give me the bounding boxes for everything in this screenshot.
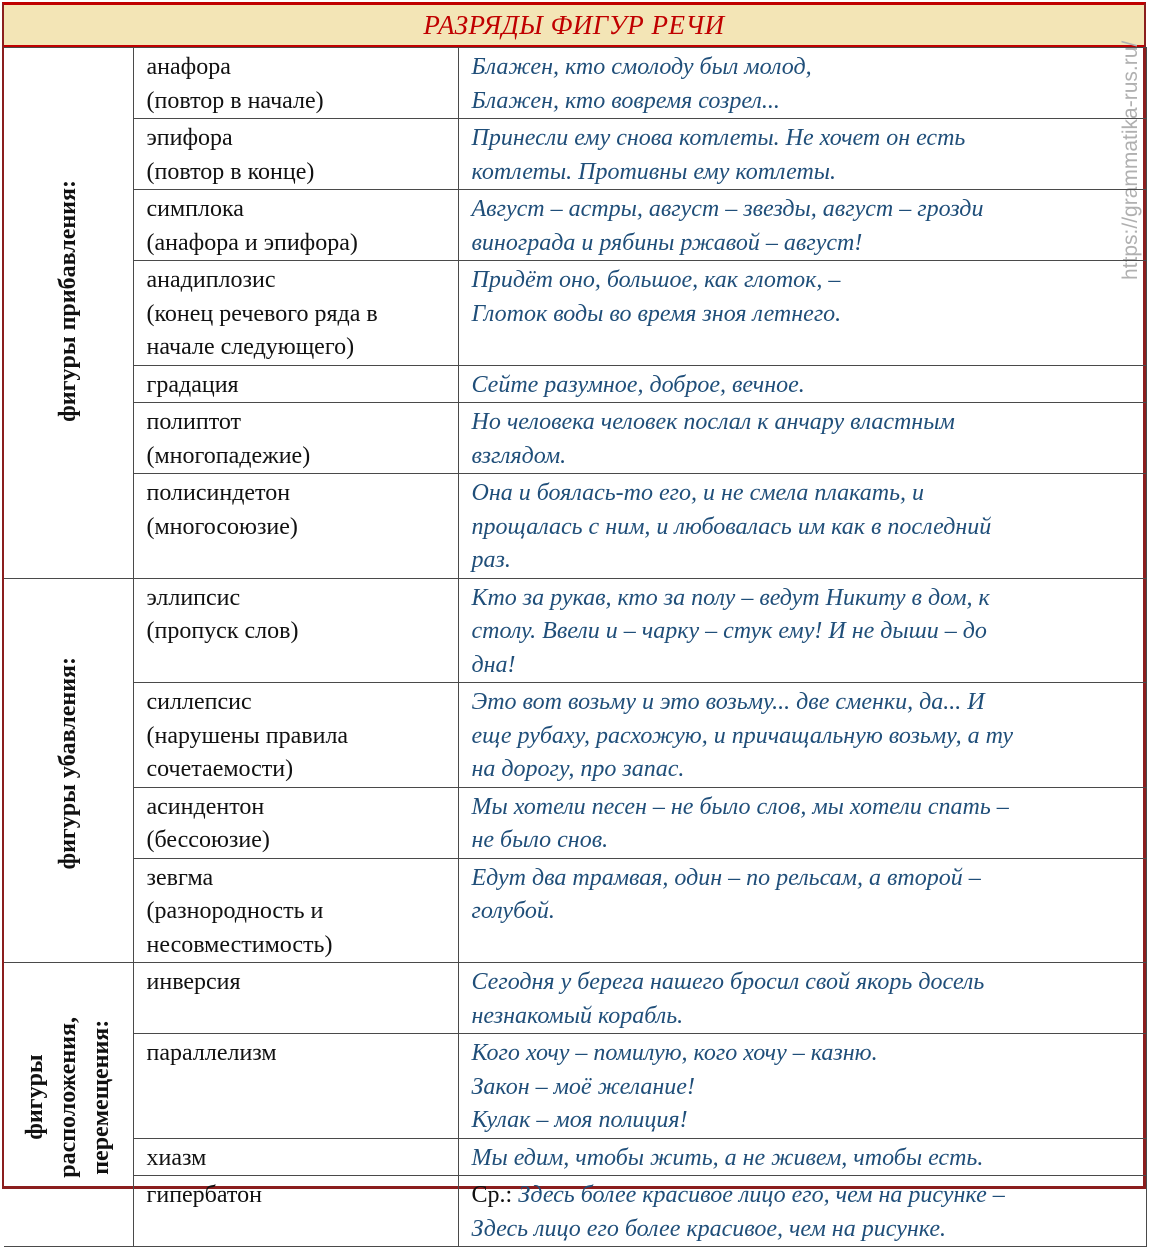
example-cell xyxy=(458,1034,1146,1139)
text-line: (нарушены правила xyxy=(146,722,349,749)
example-text: Придёт оно, большое, как глоток, – xyxy=(471,267,841,293)
example-line xyxy=(472,649,1140,683)
example-text: дна! xyxy=(471,651,516,678)
text-line: (повтор в начале) xyxy=(146,87,324,114)
text-line: эллипсис xyxy=(146,584,241,611)
example-text: Мы едим, чтобы жить, а не живем, чтобы есть. xyxy=(471,1144,984,1171)
example-cell xyxy=(458,683,1146,788)
text-line: эпифора xyxy=(146,125,233,151)
example-line xyxy=(472,791,1140,825)
example-line xyxy=(472,1000,1140,1034)
example-cell xyxy=(458,261,1146,366)
example-cell xyxy=(458,48,1146,119)
group-label-cell xyxy=(4,48,133,579)
example-cell xyxy=(458,403,1146,474)
example-line xyxy=(472,895,1140,929)
term-cell xyxy=(133,1034,458,1139)
table-row xyxy=(4,858,1146,963)
term-cell xyxy=(133,963,458,1034)
example-line xyxy=(472,156,1140,190)
text-line: анафора xyxy=(146,54,231,80)
text-line: (конец речевого ряда в xyxy=(146,300,378,327)
example-cell xyxy=(458,190,1146,261)
example-text: Здесь более красивое лицо его, чем на рисунке – xyxy=(518,1182,1005,1208)
example-line xyxy=(472,966,1140,1000)
example-line xyxy=(472,824,1140,858)
term-cell xyxy=(133,858,458,963)
term-cell xyxy=(133,787,458,858)
example-text: взглядом. xyxy=(471,442,567,469)
table-row xyxy=(4,1176,1146,1247)
example-line xyxy=(472,511,1140,545)
example-line xyxy=(472,51,1140,85)
table-row xyxy=(4,1034,1146,1139)
example-line xyxy=(472,1071,1140,1105)
example-text: Здесь лицо его более красивое, чем на рисунке. xyxy=(471,1215,947,1242)
example-cell xyxy=(458,365,1146,403)
example-prefix: Ср.: xyxy=(471,1182,513,1208)
example-text: Блажен, кто смолоду был молод, xyxy=(471,54,812,80)
example-text: еще рубаху, расхожую, и причащальную возьму, а ту xyxy=(471,722,1013,749)
table-row xyxy=(4,365,1146,403)
text-line: (повтор в конце) xyxy=(146,158,315,185)
example-text: не было снов. xyxy=(471,827,609,853)
example-text: Мы хотели песен – не было слов, мы хотели спать – xyxy=(471,793,1009,820)
example-line xyxy=(472,720,1140,754)
text-line: (разнородность и xyxy=(146,898,324,924)
example-line xyxy=(472,1104,1140,1138)
text-line: начале следующего) xyxy=(146,334,355,360)
example-line xyxy=(472,544,1140,578)
example-text: Глоток воды во время зноя летнего. xyxy=(471,300,842,327)
example-text: Сегодня у берега нашего бросил свой якорь досель xyxy=(471,969,985,995)
example-text: голубой. xyxy=(471,898,555,924)
watermark-url: https://grammatika-rus.ru/ xyxy=(1119,40,1142,280)
text-line: асиндентон xyxy=(146,793,265,820)
text-line: параллелизм xyxy=(146,1040,277,1066)
table-row xyxy=(4,683,1146,788)
example-text: Кулак – моя полиция! xyxy=(471,1107,688,1133)
example-line xyxy=(472,369,1140,403)
example-line xyxy=(472,227,1140,261)
example-text: раз. xyxy=(471,547,511,573)
text-line: симплока xyxy=(146,196,244,222)
example-text: столу. Ввели и – чарку – стук ему! И не дыши – до xyxy=(471,618,987,644)
text-line: градация xyxy=(146,371,239,398)
term-cell xyxy=(133,190,458,261)
example-text: Кого хочу – помилую, кого хочу – казню. xyxy=(471,1040,878,1066)
term-cell xyxy=(133,119,458,190)
example-text: винограда и рябины ржавой – август! xyxy=(471,229,863,256)
table-row xyxy=(4,963,1146,1034)
term-cell xyxy=(133,403,458,474)
example-text: незнакомый корабль. xyxy=(471,1002,684,1029)
example-line xyxy=(472,298,1140,332)
text-line: (многосоюзие) xyxy=(146,513,298,540)
term-cell xyxy=(133,365,458,403)
example-text: Она и боялась-то его, и не смела плакать, и xyxy=(471,480,924,506)
group-label: фигуры убавления: xyxy=(54,657,81,870)
example-text: котлеты. Противны ему котлеты. xyxy=(471,158,837,185)
example-line xyxy=(472,1142,1140,1176)
example-cell xyxy=(458,119,1146,190)
example-line xyxy=(472,440,1140,474)
term-cell xyxy=(133,683,458,788)
term-cell xyxy=(133,1138,458,1176)
table-row xyxy=(4,1138,1146,1176)
example-cell xyxy=(458,963,1146,1034)
example-line xyxy=(472,862,1140,896)
example-text: Сейте разумное, доброе, вечное. xyxy=(471,371,805,398)
table-row xyxy=(4,119,1146,190)
example-text: Кто за рукав, кто за полу – ведут Никиту в дом, к xyxy=(471,584,990,611)
page-title: РАЗРЯДЫ ФИГУР РЕЧИ xyxy=(4,5,1144,47)
table-row xyxy=(4,403,1146,474)
example-line xyxy=(472,1037,1140,1071)
example-line xyxy=(472,477,1140,511)
example-text: Это вот возьму и это возьму... две сменки, да... И xyxy=(471,689,985,715)
term-cell xyxy=(133,261,458,366)
example-text: Август – астры, август – звезды, август – грозди xyxy=(471,196,984,222)
figures-table xyxy=(4,47,1147,1247)
example-text: Едут два трамвая, один – по рельсам, а второй – xyxy=(471,864,981,891)
group-label: фигуры расположения, перемещения: xyxy=(21,1017,114,1178)
text-line: (бессоюзие) xyxy=(146,827,270,853)
term-cell xyxy=(133,1176,458,1247)
text-line: инверсия xyxy=(146,969,241,995)
group-label-cell xyxy=(4,578,133,963)
table-row xyxy=(4,190,1146,261)
example-text: на дорогу, про запас. xyxy=(471,756,685,782)
example-line xyxy=(472,582,1140,616)
text-line: полиптот xyxy=(146,409,242,435)
table-row xyxy=(4,48,1146,119)
example-line xyxy=(472,615,1140,649)
example-cell xyxy=(458,578,1146,683)
example-cell xyxy=(458,787,1146,858)
example-line xyxy=(472,753,1140,787)
text-line: анадиплозис xyxy=(146,267,276,293)
table-row xyxy=(4,261,1146,366)
example-line xyxy=(472,264,1140,298)
term-cell xyxy=(133,48,458,119)
term-cell xyxy=(133,578,458,683)
text-line: силлепсис xyxy=(146,689,252,715)
text-line: гипербатон xyxy=(146,1182,262,1208)
text-line: хиазм xyxy=(146,1144,207,1171)
group-label: фигуры прибавления: xyxy=(54,179,81,422)
table-row xyxy=(4,578,1146,683)
text-line: полисиндетон xyxy=(146,480,291,506)
text-line: (анафора и эпифора) xyxy=(146,229,358,256)
table-row xyxy=(4,787,1146,858)
example-line xyxy=(472,193,1140,227)
example-cell xyxy=(458,858,1146,963)
example-cell xyxy=(458,1138,1146,1176)
example-line xyxy=(472,1179,1140,1213)
example-line xyxy=(472,686,1140,720)
text-line: несовместимость) xyxy=(146,931,333,958)
example-line xyxy=(472,122,1140,156)
text-line: сочетаемости) xyxy=(146,756,294,782)
group-label-cell xyxy=(4,963,133,1247)
table-row xyxy=(4,474,1146,579)
example-line xyxy=(472,85,1140,119)
example-text: Но человека человек послал к анчару властным xyxy=(471,409,955,435)
example-text: Принесли ему снова котлеты. Не хочет он есть xyxy=(471,125,966,151)
example-line xyxy=(472,406,1140,440)
example-text: Блажен, кто вовремя созрел... xyxy=(471,87,780,114)
text-line: зевгма xyxy=(146,864,214,891)
example-text: Закон – моё желание! xyxy=(471,1073,695,1100)
example-cell xyxy=(458,1176,1146,1247)
text-line: (пропуск слов) xyxy=(146,618,299,644)
example-line xyxy=(472,1213,1140,1247)
example-cell xyxy=(458,474,1146,579)
text-line: (многопадежие) xyxy=(146,442,311,469)
term-cell xyxy=(133,474,458,579)
example-text: прощалась с ним, и любовалась им как в последний xyxy=(471,513,992,540)
